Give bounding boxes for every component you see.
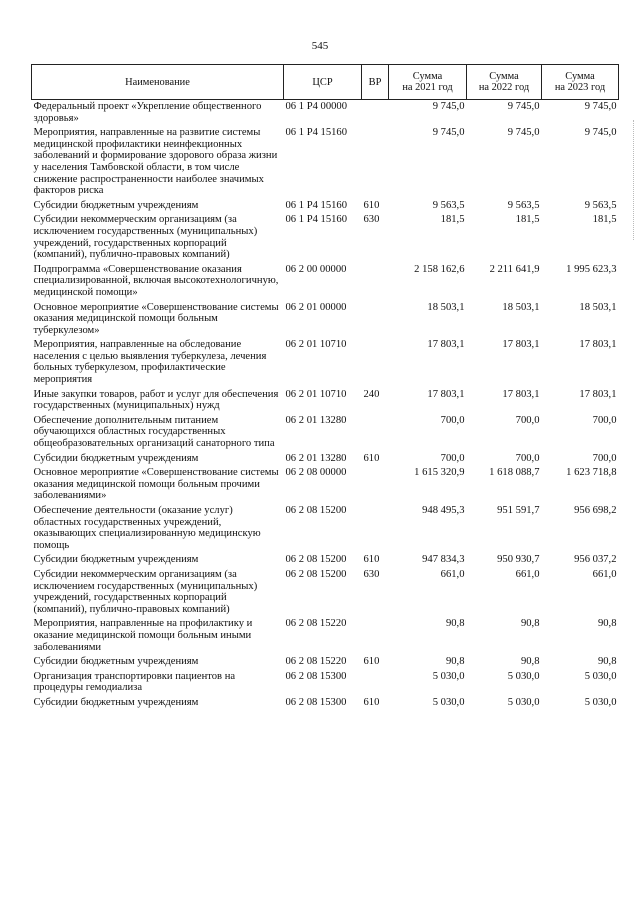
row-sum-2022: 5 030,0 xyxy=(507,670,540,682)
row-vr xyxy=(362,263,389,301)
row-vr xyxy=(362,338,389,387)
row-vr xyxy=(362,100,389,127)
table-row xyxy=(32,126,619,199)
row-csr: 06 2 01 00000 xyxy=(285,301,347,313)
table-row xyxy=(32,100,619,127)
row-name: Субсидии некоммерческим организациям (за исключением государственных (муниципальных) учреждений, государственных корпораций (компаний), публично-правовых компаний) xyxy=(33,214,258,261)
row-sum-2022: 181,5 xyxy=(515,214,540,226)
row-sum-2021: 2 158 162,6 xyxy=(414,263,465,275)
row-sum-2021: 17 803,1 xyxy=(427,388,465,400)
row-sum-2023: 700,0 xyxy=(592,452,617,464)
table-row xyxy=(32,655,619,670)
row-sum-2021: 90,8 xyxy=(445,656,465,668)
row-sum-2022: 661,0 xyxy=(515,568,540,580)
row-sum-2021: 700,0 xyxy=(440,452,465,464)
header-2021-line2: на 2021 год xyxy=(402,82,453,93)
row-vr: 610 xyxy=(363,554,380,566)
header-csr: ЦСР xyxy=(284,65,362,100)
row-name: Субсидии некоммерческим организациям (за исключением государственных (муниципальных) учреждений, государственных корпораций (компаний), публично-правовых компаний) xyxy=(33,568,258,615)
row-sum-2021: 661,0 xyxy=(440,568,465,580)
row-sum-2023: 9 745,0 xyxy=(584,127,617,139)
row-sum-2021: 17 803,1 xyxy=(427,339,465,351)
row-sum-2021: 9 745,0 xyxy=(432,101,465,112)
row-sum-2023: 700,0 xyxy=(592,414,617,426)
row-sum-2022: 700,0 xyxy=(515,452,540,464)
row-vr xyxy=(362,301,389,339)
row-vr xyxy=(362,670,389,696)
row-vr xyxy=(362,126,389,199)
row-vr: 610 xyxy=(363,199,380,211)
row-sum-2023: 17 803,1 xyxy=(579,339,617,351)
row-csr: 06 2 08 15200 xyxy=(285,505,347,516)
row-sum-2022: 9 563,5 xyxy=(507,199,540,211)
row-sum-2021: 90,8 xyxy=(445,618,465,630)
row-vr xyxy=(362,414,389,452)
table-row xyxy=(32,670,619,696)
header-2023-line1: Сумма xyxy=(565,71,595,82)
row-sum-2022: 90,8 xyxy=(520,656,540,668)
header-2023 xyxy=(542,65,619,100)
row-sum-2023: 181,5 xyxy=(592,214,617,226)
row-csr: 06 2 01 13280 xyxy=(285,414,347,426)
budget-table xyxy=(31,64,619,711)
row-sum-2023: 956 698,2 xyxy=(574,505,617,516)
table-row xyxy=(32,263,619,301)
table-row xyxy=(32,568,619,617)
header-2022-line2: на 2022 год xyxy=(478,82,530,93)
row-csr: 06 2 08 15300 xyxy=(285,696,347,708)
row-csr: 06 2 08 15200 xyxy=(285,568,347,580)
row-vr xyxy=(362,504,389,553)
row-vr xyxy=(362,617,389,655)
row-sum-2022: 90,8 xyxy=(520,618,540,630)
row-csr: 06 2 08 15300 xyxy=(285,670,347,682)
table-row xyxy=(32,338,619,387)
row-sum-2023: 1 995 623,3 xyxy=(566,263,617,275)
row-csr: 06 2 01 10710 xyxy=(285,388,347,400)
row-sum-2021: 700,0 xyxy=(440,414,465,426)
row-sum-2023: 956 037,2 xyxy=(574,554,617,566)
row-sum-2023: 661,0 xyxy=(592,568,617,580)
row-vr: 240 xyxy=(363,388,380,400)
row-name: Основное мероприятие «Совершенствование системы оказания медицинской помощи больным туберкулезом» xyxy=(33,301,279,336)
table-row xyxy=(32,388,619,414)
table-row xyxy=(32,617,619,655)
row-sum-2021: 947 834,3 xyxy=(422,554,465,566)
row-sum-2021: 948 495,3 xyxy=(422,505,465,516)
row-sum-2023: 18 503,1 xyxy=(579,301,617,313)
row-vr xyxy=(362,466,389,504)
table-row xyxy=(32,466,619,504)
header-name: Наименование xyxy=(32,65,284,100)
row-name: Федеральный проект «Укрепление общественного здоровья» xyxy=(33,101,262,124)
table-row xyxy=(32,553,619,568)
table-row xyxy=(32,414,619,452)
header-2023-line2: на 2023 год xyxy=(554,82,606,93)
row-name: Подпрограмма «Совершенствование оказания специализированной, включая высокотехнологичную, медицинской помощи» xyxy=(33,263,279,298)
row-sum-2023: 90,8 xyxy=(597,656,617,668)
row-sum-2021: 1 615 320,9 xyxy=(414,467,465,479)
row-sum-2022: 951 591,7 xyxy=(497,505,540,516)
row-sum-2023: 9 745,0 xyxy=(584,101,617,112)
row-sum-2021: 5 030,0 xyxy=(432,696,465,708)
row-vr: 610 xyxy=(363,452,380,464)
row-name: Обеспечение дополнительным питанием обучающихся областных государственных общеобразовательных организаций санаторного типа xyxy=(33,414,275,450)
row-sum-2021: 5 030,0 xyxy=(432,670,465,682)
row-name: Обеспечение деятельности (оказание услуг) областных государственных учреждений, оказывающих специализированную медицинскую помощь xyxy=(33,505,261,551)
scan-margin-mark xyxy=(633,120,636,240)
row-csr: 06 2 00 00000 xyxy=(285,263,347,275)
header-vr: ВР xyxy=(362,65,389,100)
row-csr: 06 2 08 00000 xyxy=(285,467,347,479)
row-csr: 06 2 01 13280 xyxy=(285,452,347,464)
row-sum-2022: 2 211 641,9 xyxy=(489,263,540,275)
row-sum-2022: 18 503,1 xyxy=(502,301,540,313)
row-name: Иные закупки товаров, работ и услуг для обеспечения государственных (муниципальных) нужд xyxy=(33,388,279,412)
row-vr: 630 xyxy=(363,568,380,580)
table-row xyxy=(32,301,619,339)
row-sum-2023: 9 563,5 xyxy=(584,199,617,211)
header-2021-line1: Сумма xyxy=(412,71,443,82)
row-name: Субсидии бюджетным учреждениям xyxy=(33,656,199,668)
row-csr: 06 2 08 15220 xyxy=(285,656,347,668)
row-sum-2022: 9 745,0 xyxy=(507,101,540,112)
row-csr: 06 1 P4 15160 xyxy=(285,127,348,139)
row-csr: 06 1 P4 15160 xyxy=(285,199,348,211)
row-name: Мероприятия, направленные на развитие системы медицинской профилактики неинфекционных заболеваний и формирование здорового образа жизни у населения Тамбовской области, в том числе снижение распространенности наиболее значимых факторов риска xyxy=(33,127,278,197)
row-name: Субсидии бюджетным учреждениям xyxy=(33,452,199,464)
table-row xyxy=(32,452,619,467)
row-csr: 06 2 08 15200 xyxy=(285,554,347,566)
header-2022 xyxy=(467,65,542,100)
row-vr: 610 xyxy=(363,656,380,668)
row-name: Основное мероприятие «Совершенствование системы оказания медицинской помощи больным прочими заболеваниями» xyxy=(33,467,279,502)
row-sum-2021: 9 563,5 xyxy=(432,199,465,211)
row-sum-2023: 90,8 xyxy=(597,618,617,630)
header-2022-line1: Сумма xyxy=(489,71,519,82)
row-sum-2021: 9 745,0 xyxy=(432,127,465,139)
row-sum-2021: 18 503,1 xyxy=(427,301,465,313)
row-vr: 630 xyxy=(363,214,380,226)
row-sum-2023: 1 623 718,8 xyxy=(566,467,617,479)
row-vr: 610 xyxy=(363,696,380,708)
row-sum-2021: 181,5 xyxy=(440,214,465,226)
table-header xyxy=(32,65,619,100)
page-number: 545 xyxy=(311,40,329,52)
row-sum-2023: 17 803,1 xyxy=(579,388,617,400)
table-row xyxy=(32,504,619,553)
row-sum-2022: 5 030,0 xyxy=(507,696,540,708)
row-name: Мероприятия, направленные на профилактику и оказание медицинской помощи больным иными заболеваниями xyxy=(33,618,253,653)
row-sum-2022: 1 618 088,7 xyxy=(489,467,540,479)
row-sum-2022: 700,0 xyxy=(515,414,540,426)
row-name: Организация транспортировки пациентов на процедуры гемодиализа xyxy=(33,670,236,694)
row-name: Субсидии бюджетным учреждениям xyxy=(33,554,199,566)
row-csr: 06 2 08 15220 xyxy=(285,618,347,630)
table-row xyxy=(32,199,619,214)
header-2021 xyxy=(389,65,467,100)
row-name: Субсидии бюджетным учреждениям xyxy=(33,696,199,708)
row-sum-2023: 5 030,0 xyxy=(584,696,617,708)
row-sum-2022: 950 930,7 xyxy=(497,554,540,566)
row-sum-2022: 9 745,0 xyxy=(507,127,540,139)
row-csr: 06 2 01 10710 xyxy=(285,339,347,351)
table-body xyxy=(32,100,619,711)
row-name: Мероприятия, направленные на обследование населения с целью выявления туберкулеза, лечения больных туберкулезом, профилактические мероприятия xyxy=(33,339,267,386)
table-row xyxy=(32,213,619,262)
row-sum-2022: 17 803,1 xyxy=(502,388,540,400)
table-row xyxy=(32,696,619,711)
row-csr: 06 1 P4 15160 xyxy=(285,214,348,226)
row-sum-2022: 17 803,1 xyxy=(502,339,540,351)
row-csr: 06 1 P4 00000 xyxy=(285,101,348,112)
row-name: Субсидии бюджетным учреждениям xyxy=(33,199,199,211)
row-sum-2023: 5 030,0 xyxy=(584,670,617,682)
